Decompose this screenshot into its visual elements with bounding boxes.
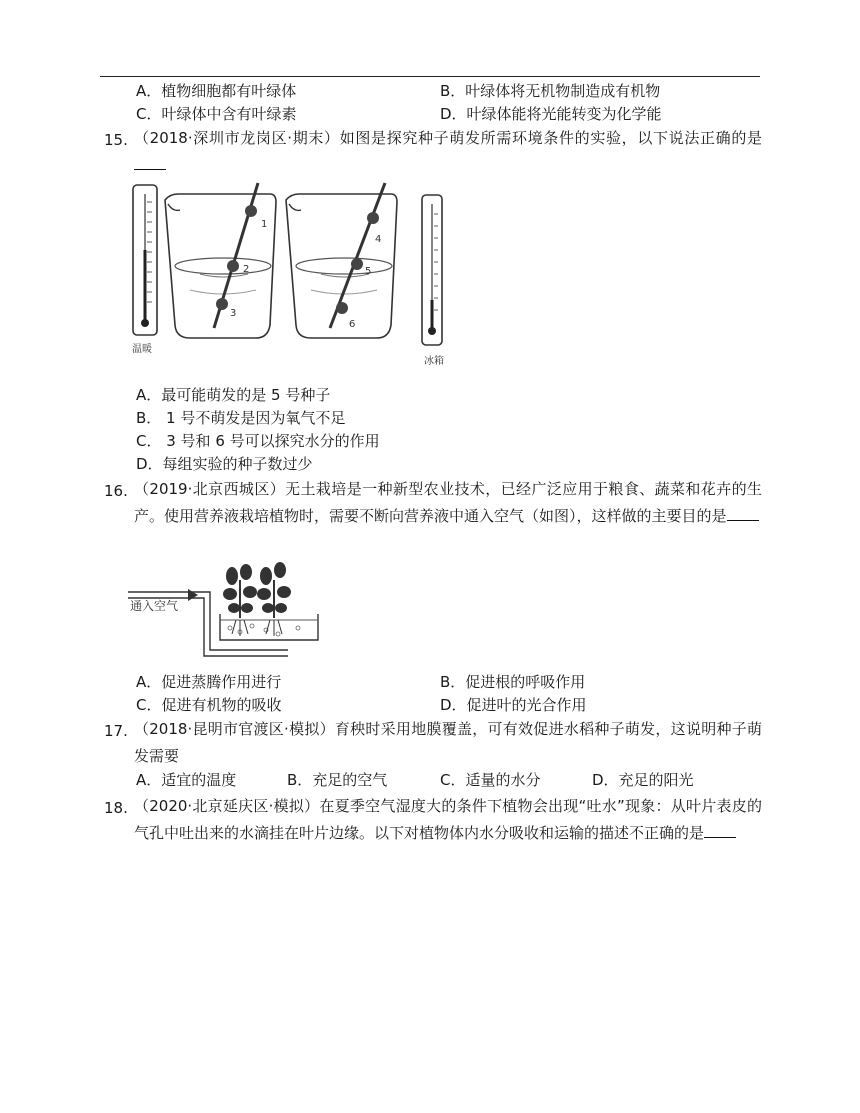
question-15-text: （2018·深圳市龙岗区·期末）如图是探究种子萌发所需环境条件的实验，以下说法正确的是 [134,125,762,179]
q15-option-a: A．最可能萌发的是 5 号种子 [136,386,331,404]
question-17-number: 17. [104,722,128,740]
question-16-text: （2019·北京西城区）无土栽培是一种新型农业技术，已经广泛应用于粮食、蔬菜和花卉的生产。使用营养液栽培植物时，需要不断向营养液中通入空气（如图），这样做的主要目的是 [134,480,762,525]
q15-option-d: D．每组实验的种子数过少 [136,455,313,473]
seed-label-2: 2 [243,264,250,275]
answer-blank [134,153,166,170]
prev-option-a: A．植物细胞都有叶绿体 [136,82,297,100]
answer-blank [727,504,759,521]
germination-experiment-figure [130,180,450,370]
seed-label-3: 3 [230,308,237,319]
seed-label-6: 6 [349,319,356,330]
prev-option-d: D．叶绿体能将光能转变为化学能 [440,105,662,123]
seed-label-5: 5 [365,266,372,277]
q16-option-d: D．促进叶的光合作用 [440,696,587,714]
q17-option-c: C．适量的水分 [440,771,541,789]
thermometer-icon [133,185,157,335]
prev-option-b: B．叶绿体将无机物制造成有机物 [440,82,661,100]
q16-option-a: A．促进蒸腾作用进行 [136,673,282,691]
left-beaker [165,183,276,338]
right-beaker [286,183,397,338]
answer-blank [704,821,736,838]
q15-option-b: B． 1 号不萌发是因为氧气不足 [136,409,346,427]
question-15-number: 15. [104,131,128,149]
q17-option-b: B．充足的空气 [287,771,388,789]
air-inlet-label: 通入空气 [130,599,179,613]
top-divider [100,76,760,77]
right-thermometer-label: 冰箱 [424,356,444,367]
question-18-text: （2020·北京延庆区·模拟）在夏季空气湿度大的条件下植物会出现“吐水”现象：从叶片表皮的气孔中吐出来的水滴挂在叶片边缘。以下对植物体内水分吸收和运输的描述不正确的是 [134,797,762,842]
q17-option-d: D．充足的阳光 [592,771,694,789]
question-16-number: 16. [104,482,128,500]
hydroponics-figure [128,562,328,662]
plant-icon [257,562,291,636]
q15-option-c: C． 3 号和 6 号可以探究水分的作用 [136,432,380,450]
seed-label-4: 4 [375,234,382,245]
question-17-text: （2018·昆明市官渡区·模拟）育秧时采用地膜覆盖，可有效促进水稻种子萌发，这说明种子萌发需要 [134,720,762,765]
q16-option-b: B．促进根的呼吸作用 [440,673,586,691]
thermometer-icon [422,195,442,345]
plant-icon [223,564,257,636]
left-thermometer-label: 温暖 [132,344,152,355]
q16-option-c: C．促进有机物的吸收 [136,696,282,714]
question-18-number: 18. [104,799,128,817]
seed-label-1: 1 [261,219,268,230]
q17-option-a: A．适宜的温度 [136,771,237,789]
prev-option-c: C．叶绿体中含有叶绿素 [136,105,297,123]
